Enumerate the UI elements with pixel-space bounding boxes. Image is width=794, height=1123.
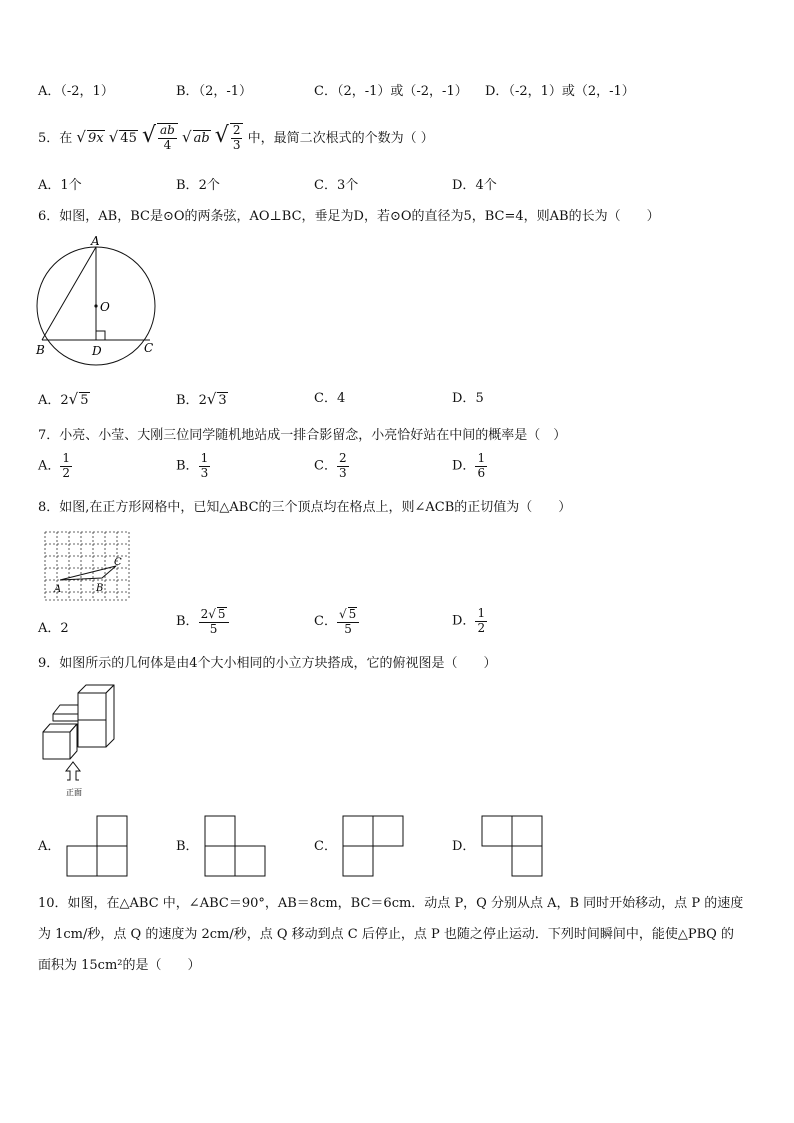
- frac-num: ab: [160, 123, 175, 138]
- q5-option-a[interactable]: [38, 179, 82, 192]
- option-label: C．: [314, 84, 337, 99]
- q4-option-a[interactable]: [38, 85, 114, 98]
- option-label: B．: [176, 458, 199, 474]
- option-label: D．: [452, 839, 476, 854]
- option-text: （-2，1）或（2，-1）: [508, 84, 635, 99]
- option-label: A．: [38, 458, 61, 474]
- sqrt-sign: √: [208, 607, 216, 621]
- q6-circle-figure: [30, 232, 165, 362]
- option-text: 5: [475, 391, 484, 406]
- front-label: 正面: [66, 788, 82, 797]
- sqrt-sign: √: [141, 123, 157, 148]
- q5-stem: [38, 122, 434, 153]
- q9-option-c-figure[interactable]: [342, 815, 404, 877]
- frac-den: 5: [344, 621, 352, 636]
- radical-45: 45: [120, 131, 137, 146]
- sqrt-sign: √: [338, 607, 347, 621]
- option-label: C．: [314, 839, 337, 854]
- sqrt-sign: √: [206, 390, 217, 408]
- q5-option-b[interactable]: [176, 179, 220, 192]
- q9-cube-figure: [40, 683, 120, 798]
- q8-option-d[interactable]: [452, 607, 487, 636]
- label-b: B: [36, 343, 45, 357]
- arrow-up-icon: [66, 762, 80, 780]
- q5-suffix: 中，最简二次根式的个数为（ ）: [247, 131, 434, 146]
- option-label: A．: [38, 839, 61, 854]
- sqrt-sign: √: [68, 390, 79, 408]
- option-label: B．: [176, 614, 199, 629]
- option-label: A．: [38, 178, 61, 193]
- triangle-abc: [60, 566, 116, 580]
- frac-num: 2: [338, 451, 347, 465]
- option-label: D．: [452, 458, 476, 474]
- option-text: 2个: [198, 178, 220, 193]
- frac-den: 4: [163, 138, 172, 152]
- sqrt-sign: √: [76, 128, 86, 146]
- radicand: 5: [80, 393, 89, 408]
- radical-ab-over-4: [157, 123, 178, 153]
- frac-num: 1: [200, 451, 209, 465]
- option-text: （2，-1）: [198, 84, 252, 99]
- q4-option-b[interactable]: [176, 85, 252, 98]
- q9-option-d-figure[interactable]: [481, 815, 543, 877]
- q9-option-c[interactable]: [314, 840, 337, 853]
- q9-stem: 9．如图所示的几何体是由4个大小相同的小立方块搭成，它的俯视图是（ ）: [38, 656, 497, 671]
- label-c: C: [114, 557, 122, 568]
- option-label: C．: [314, 458, 337, 474]
- option-label: A．: [38, 393, 61, 408]
- option-label: A．: [38, 84, 61, 99]
- sqrt-sign: √: [182, 128, 192, 146]
- q7-option-c[interactable]: [314, 452, 349, 481]
- option-label: C．: [314, 178, 337, 193]
- q10-line-3: 面积为 15cm²的是（ ）: [38, 958, 201, 973]
- center-point: [94, 304, 97, 307]
- q8-option-b[interactable]: [176, 607, 229, 637]
- q7-option-a[interactable]: [38, 452, 72, 481]
- q4-option-d[interactable]: [485, 85, 635, 98]
- q9-option-b[interactable]: [176, 840, 199, 853]
- q6-option-b[interactable]: [176, 390, 228, 409]
- cubes: [43, 685, 114, 759]
- q7-option-d[interactable]: [452, 452, 487, 481]
- coef: 2: [60, 393, 69, 408]
- frac-den: 3: [232, 138, 241, 152]
- radicand: 5: [217, 607, 226, 621]
- coef: 2: [200, 607, 209, 621]
- option-text: 2: [60, 621, 69, 636]
- label-o: O: [100, 300, 110, 314]
- frac-num: 1: [477, 606, 486, 620]
- q8-stem: 8．如图,在正方形网格中，已知△ABC的三个顶点均在格点上，则∠ACB的正切值为（ ）: [38, 500, 572, 515]
- option-label: B．: [176, 84, 199, 99]
- q7-stem: 7．小亮、小莹、大刚三位同学随机地站成一排合影留念，小亮恰好站在中间的概率是（ ）: [38, 428, 567, 443]
- frac-den: 6: [477, 465, 486, 480]
- option-label: D．: [452, 391, 476, 406]
- q7-option-b[interactable]: [176, 452, 210, 481]
- option-label: B．: [176, 393, 199, 408]
- radicand: 5: [348, 607, 357, 621]
- frac-num: 1: [62, 451, 71, 465]
- option-text: 1个: [60, 178, 82, 193]
- label-b: B: [96, 583, 104, 594]
- sqrt-sign: √: [108, 128, 119, 146]
- option-text: （2，-1）或（-2，-1）: [336, 84, 468, 99]
- frac-den: 5: [209, 621, 218, 636]
- frac-den: 3: [338, 465, 347, 480]
- q9-option-b-figure[interactable]: [204, 815, 266, 877]
- q5-prefix: 5．在: [38, 131, 73, 146]
- option-label: B．: [176, 178, 199, 193]
- q6-option-a[interactable]: [38, 390, 90, 409]
- q5-option-c[interactable]: [314, 179, 358, 192]
- label-d: D: [92, 344, 102, 358]
- q5-option-d[interactable]: [452, 179, 497, 192]
- chord-ab: [42, 247, 96, 340]
- option-text: （-2，1）: [60, 84, 114, 99]
- q10-line-2: 为 1cm/秒，点 Q 的速度为 2cm/秒，点 Q 移动到点 C 后停止，点 P 也随之停止运动．下列时间瞬间中，能使△PBQ 的: [38, 927, 734, 942]
- option-label: D．: [452, 178, 476, 193]
- radical-2-over-3: [230, 123, 244, 153]
- option-label: C．: [314, 391, 337, 406]
- frac-den: 2: [62, 465, 71, 480]
- radical-ab: ab: [193, 131, 210, 146]
- q9-option-a[interactable]: [38, 840, 60, 853]
- option-text: 4个: [475, 178, 497, 193]
- q6-option-d[interactable]: [452, 392, 484, 405]
- label-c: C: [144, 341, 154, 355]
- q6-option-c[interactable]: [314, 392, 345, 405]
- q8-option-a[interactable]: [38, 622, 69, 635]
- frac-den: 3: [200, 465, 209, 480]
- option-label: C．: [314, 614, 337, 629]
- right-angle-mark: [96, 331, 105, 340]
- sqrt-sign: √: [214, 123, 229, 148]
- q8-grid-figure: [43, 530, 133, 602]
- option-text: 4: [336, 391, 346, 406]
- option-text: 3个: [336, 178, 359, 193]
- q4-option-c[interactable]: [314, 85, 468, 98]
- option-label: A．: [38, 621, 61, 636]
- radicand: 3: [218, 393, 227, 408]
- frac-num: 2: [232, 123, 241, 138]
- q9-option-a-figure[interactable]: [66, 815, 128, 877]
- q10-line-1: 10．如图，在△ABC 中，∠ABC＝90°，AB＝8cm，BC＝6cm．动点 P，Q 分别从点 A，B 同时开始移动，点 P 的速度: [38, 896, 744, 911]
- label-a: A: [91, 234, 100, 248]
- frac-num: 1: [477, 451, 486, 465]
- label-a: A: [54, 584, 62, 595]
- radical-9x: 9x: [87, 131, 104, 146]
- frac-den: 2: [477, 620, 486, 635]
- option-label: B．: [176, 839, 199, 854]
- option-label: D．: [452, 613, 476, 629]
- q9-option-d[interactable]: [452, 840, 475, 853]
- q6-stem: 6．如图，AB，BC是⊙O的两条弦，AO⊥BC，垂足为D，若⊙O的直径为5，BC=4，则AB的长为（ ）: [38, 209, 660, 224]
- option-label: D．: [485, 84, 509, 99]
- q8-option-c[interactable]: [314, 607, 359, 637]
- coef: 2: [198, 393, 207, 408]
